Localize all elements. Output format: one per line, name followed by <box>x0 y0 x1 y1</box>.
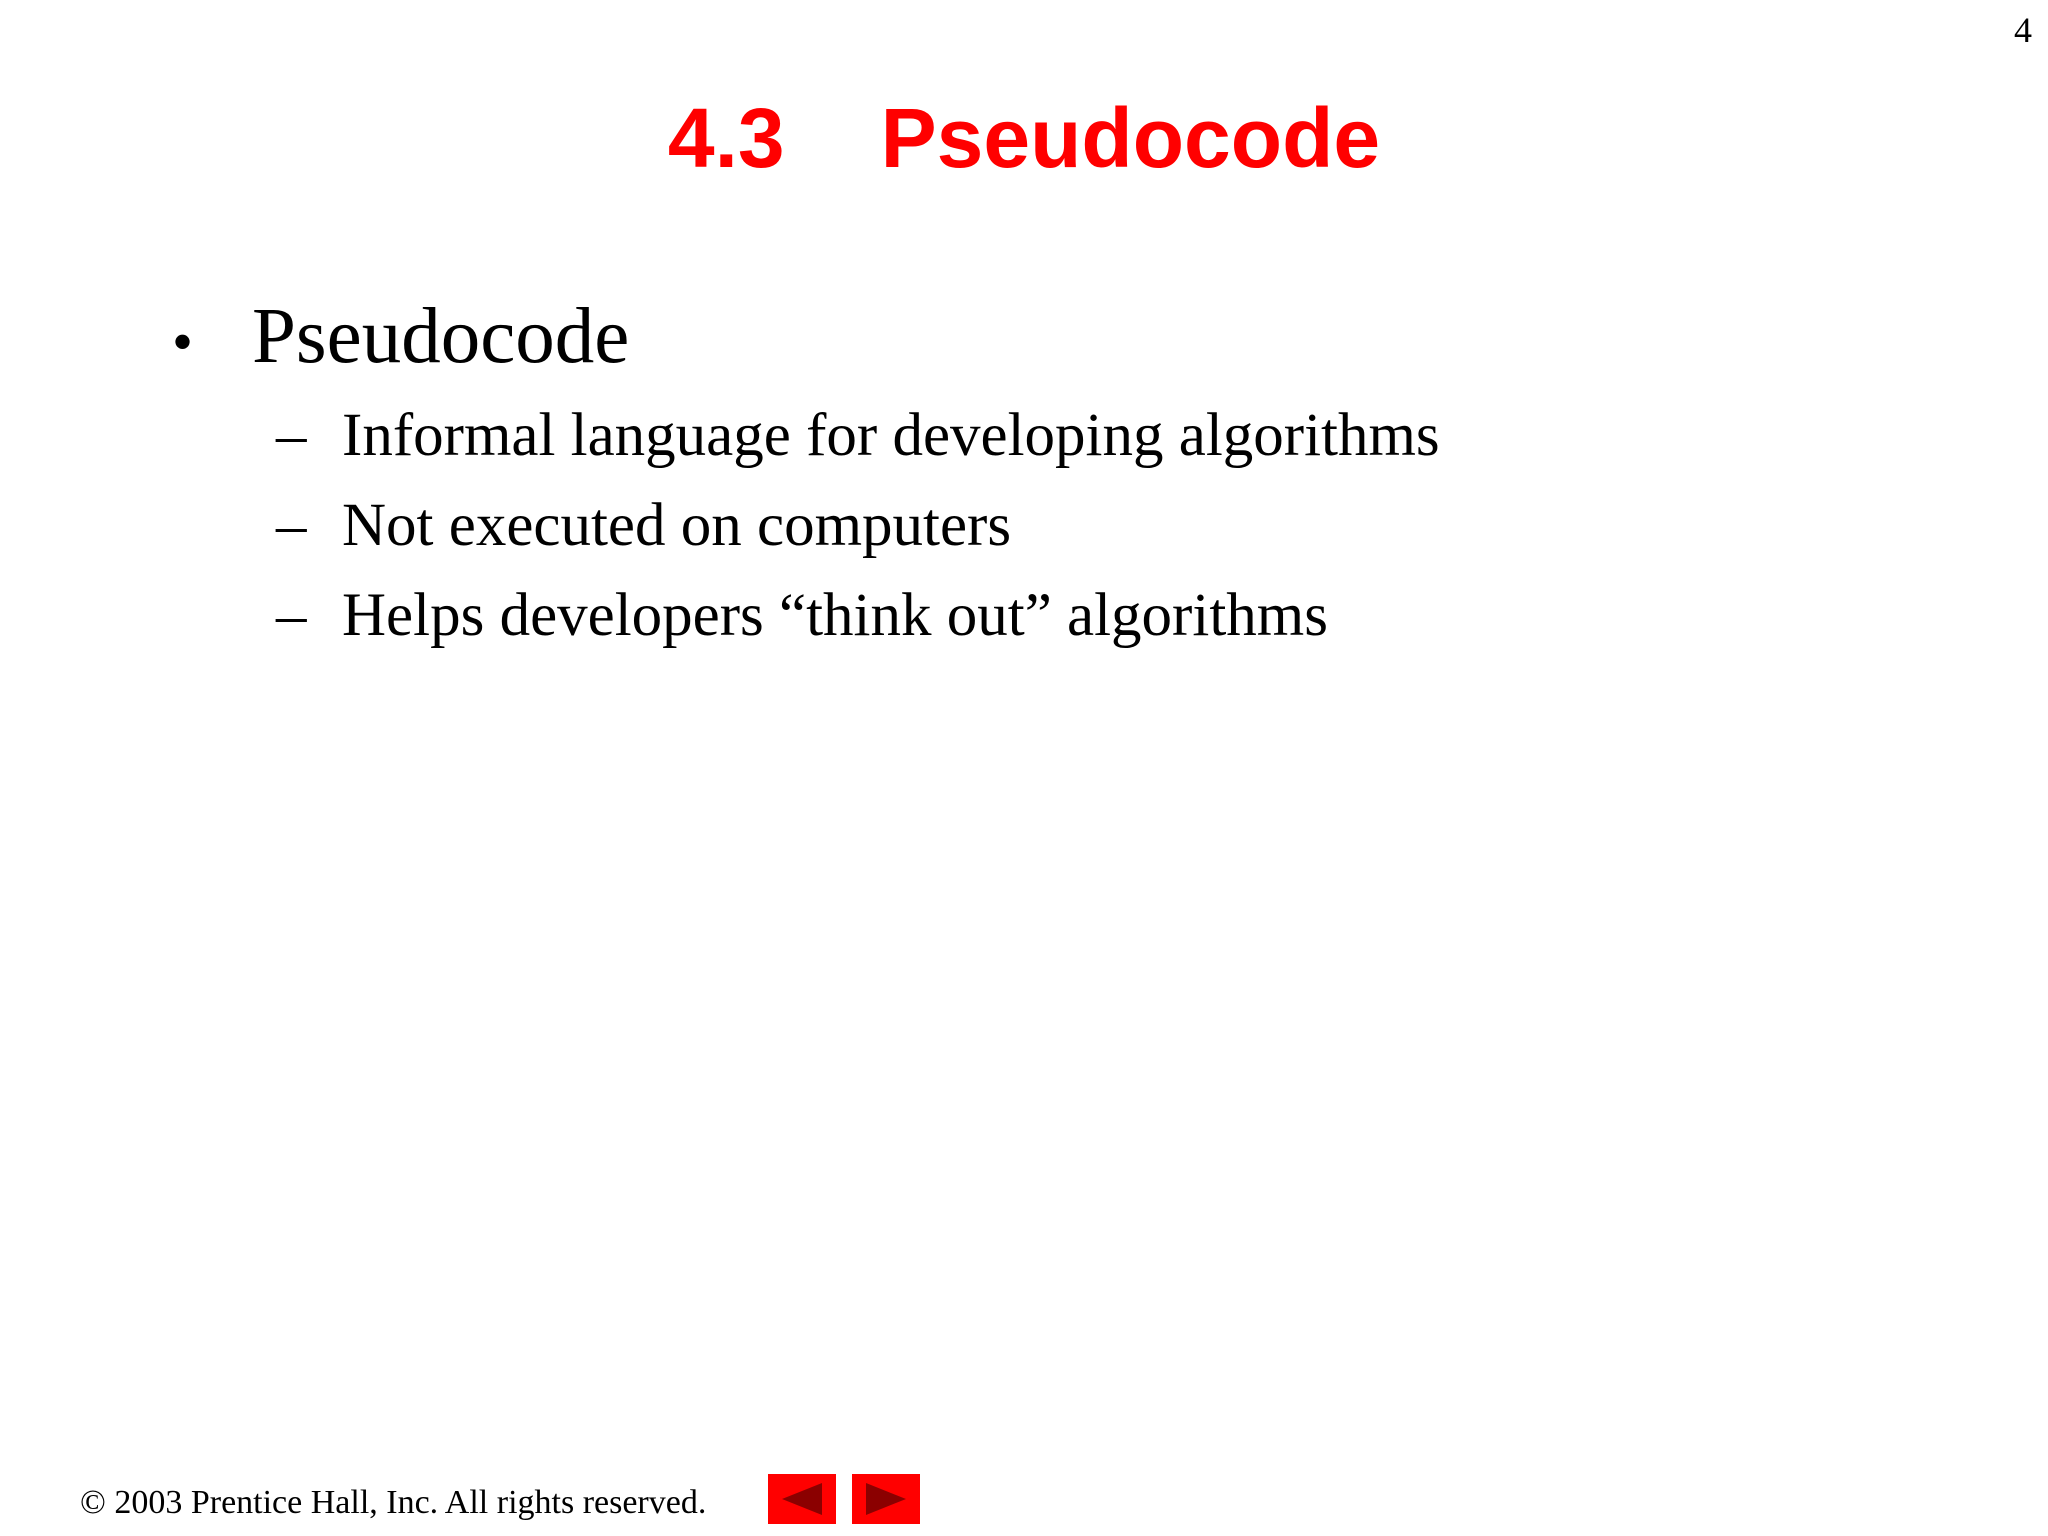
triangle-left-icon <box>780 1481 824 1517</box>
slide-navigation <box>768 1474 936 1524</box>
sub-bullet-marker: – <box>276 491 307 559</box>
bullet-marker: • <box>172 309 194 375</box>
previous-slide-button[interactable] <box>768 1474 836 1524</box>
sub-bullet-list <box>276 391 1988 661</box>
sub-bullet-item <box>276 391 1988 481</box>
slide-title <box>0 91 2048 185</box>
sub-bullet-item <box>276 571 1988 661</box>
triangle-right-icon <box>864 1481 908 1517</box>
next-slide-button[interactable] <box>852 1474 920 1524</box>
sub-bullet-text: Helps developers “think out” algorithms <box>342 581 1328 649</box>
slide-number: 4 <box>2014 10 2032 50</box>
sub-bullet-marker: – <box>276 581 307 649</box>
title-section-number: 4.3 <box>667 91 785 185</box>
sub-bullet-text: Informal language for developing algorithms <box>342 401 1440 469</box>
slide-footer <box>80 1474 936 1524</box>
slide-content <box>172 290 1988 661</box>
sub-bullet-marker: – <box>276 401 307 469</box>
bullet-text: Pseudocode <box>252 293 630 380</box>
copyright-notice: © 2003 Prentice Hall, Inc. All rights reserved. <box>80 1484 707 1521</box>
bullet-item <box>172 290 1988 385</box>
title-text: Pseudocode <box>880 91 1381 185</box>
sub-bullet-text: Not executed on computers <box>342 491 1012 559</box>
sub-bullet-item <box>276 481 1988 571</box>
